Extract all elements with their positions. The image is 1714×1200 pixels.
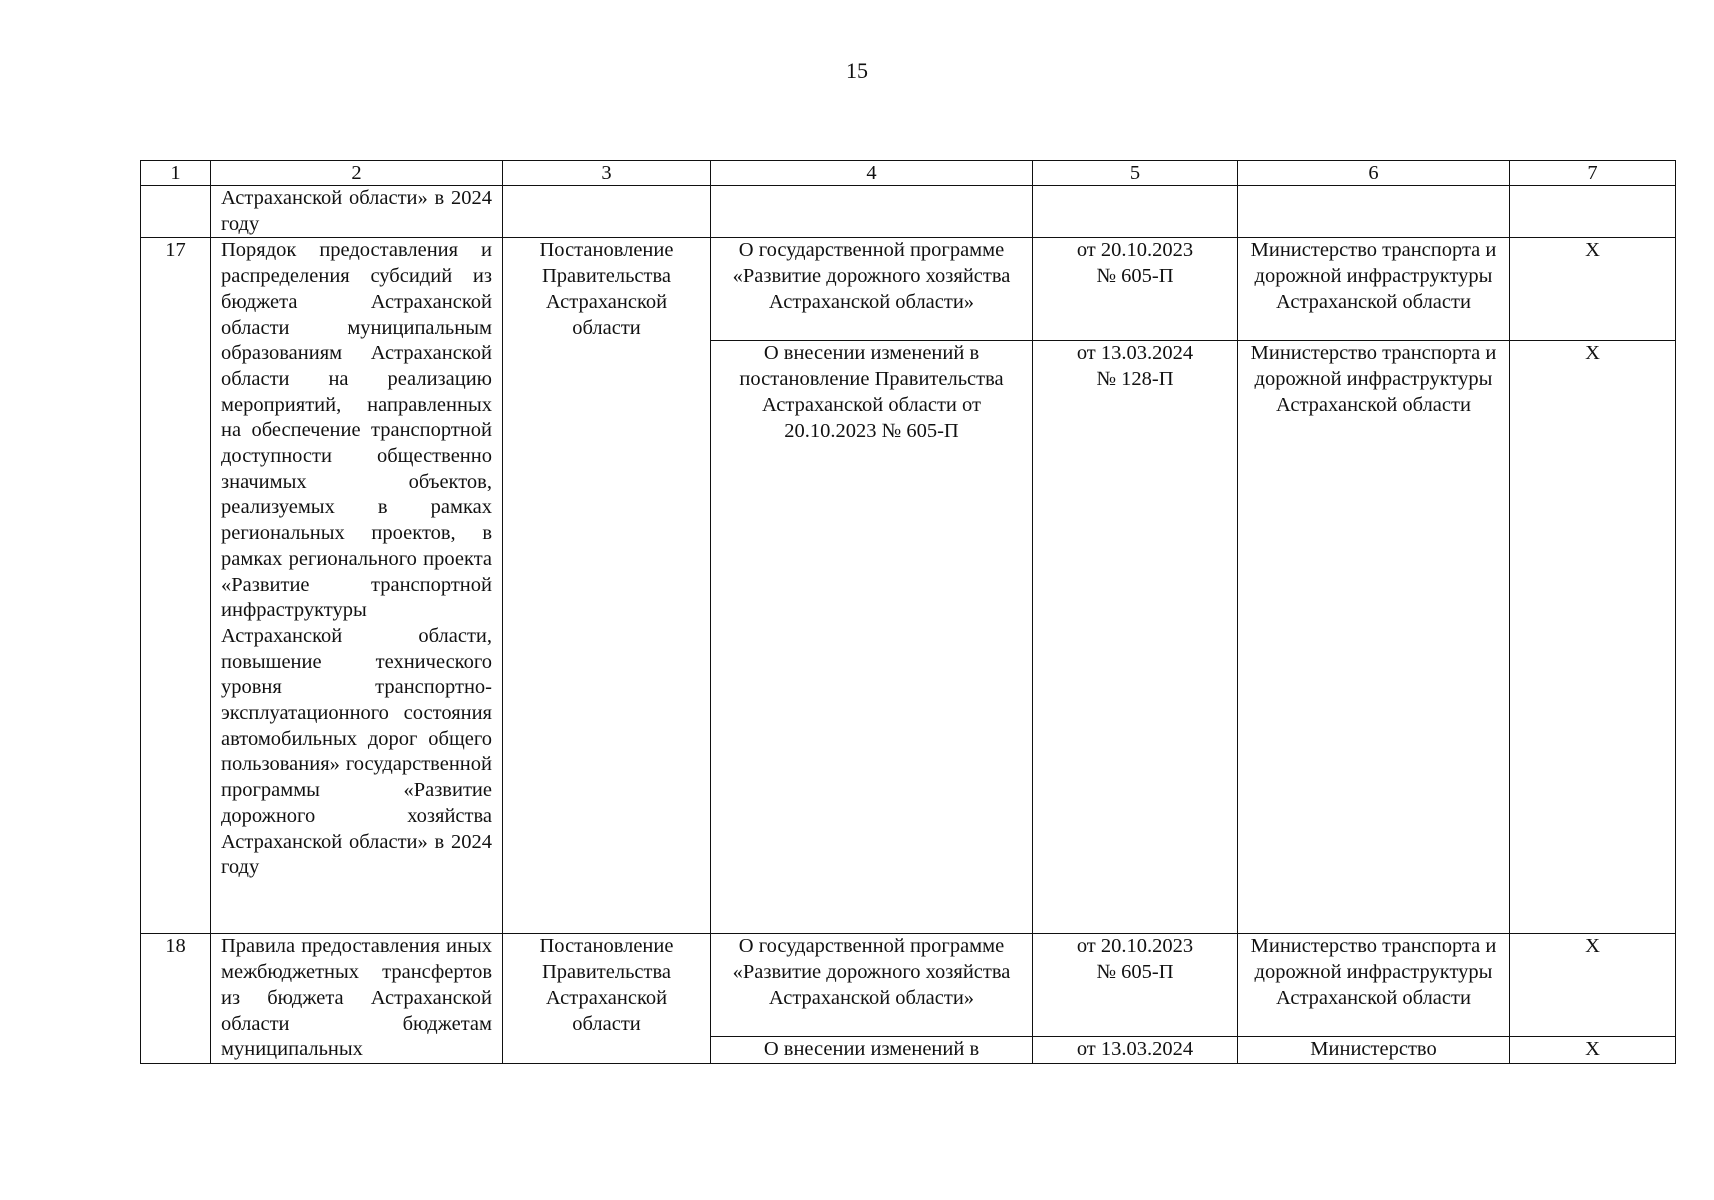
act-date: от 13.03.2024 — [1033, 1037, 1238, 1064]
column-header: 5 — [1033, 161, 1238, 186]
act-date-number — [1033, 238, 1238, 341]
mark: X — [1510, 341, 1676, 934]
responsible-authority: Министерство транспорта и дорожной инфраструктуры Астраханской области — [1238, 341, 1510, 934]
continuation-text: Астраханской области» в 2024 году — [211, 186, 503, 238]
column-header: 4 — [711, 161, 1033, 186]
responsible-authority: Министерство — [1238, 1037, 1510, 1064]
act-date: от 20.10.2023 — [1076, 239, 1194, 262]
mark: X — [1510, 238, 1676, 341]
act-title: О внесении изменений в постановление Правительства Астраханской области от 20.10.2023 № 605-П — [711, 341, 1033, 934]
act-number: № 605-П — [1096, 961, 1174, 984]
table-row — [141, 238, 1676, 341]
page-number: 15 — [846, 58, 868, 83]
table-row — [141, 934, 1676, 1037]
document-name: Правила предоставления иных межбюджетных трансфертов из бюджета Астраханской области бюджетам муниципальных — [211, 934, 503, 1064]
act-date-number — [1033, 341, 1238, 934]
mark: X — [1510, 934, 1676, 1037]
act-title: О внесении изменений в — [711, 1037, 1033, 1064]
continuation-row — [141, 186, 1676, 238]
document-name: Порядок предоставления и распределения субсидий из бюджета Астраханской области муниципальным образованиям Астраханской области на реализацию мероприятий, направленных на обеспечение транспортной доступности общественно значимых объектов, реализуемых в рамках региональных проектов, в рамках регионального проекта «Развитие транспортной инфраструктуры Астраханской области, повышение технического уровня транспортно-эксплуатационного состояния автомобильных дорог общего пользования» государственной программы «Развитие дорожного хозяйства Астраханской области» в 2024 году — [211, 238, 503, 934]
column-number-row — [141, 161, 1676, 186]
act-title: О государственной программе «Развитие дорожного хозяйства Астраханской области» — [711, 934, 1033, 1037]
acts-table — [140, 160, 1676, 1064]
document-type: Постановление Правительства Астраханской области — [503, 238, 711, 934]
act-date-number — [1033, 934, 1238, 1037]
act-number: № 605-П — [1096, 265, 1174, 288]
column-header: 3 — [503, 161, 711, 186]
responsible-authority: Министерство транспорта и дорожной инфраструктуры Астраханской области — [1238, 238, 1510, 341]
row-number: 17 — [141, 238, 211, 934]
responsible-authority: Министерство транспорта и дорожной инфраструктуры Астраханской области — [1238, 934, 1510, 1037]
column-header: 7 — [1510, 161, 1676, 186]
column-header: 1 — [141, 161, 211, 186]
column-header: 2 — [211, 161, 503, 186]
document-type: Постановление Правительства Астраханской области — [503, 934, 711, 1064]
act-title: О государственной программе «Развитие дорожного хозяйства Астраханской области» — [711, 238, 1033, 341]
mark: X — [1510, 1037, 1676, 1064]
act-number: № 128-П — [1096, 368, 1174, 391]
row-number: 18 — [141, 934, 211, 1064]
column-header: 6 — [1238, 161, 1510, 186]
act-date: от 13.03.2024 — [1076, 342, 1194, 365]
act-date: от 20.10.2023 — [1076, 935, 1194, 958]
